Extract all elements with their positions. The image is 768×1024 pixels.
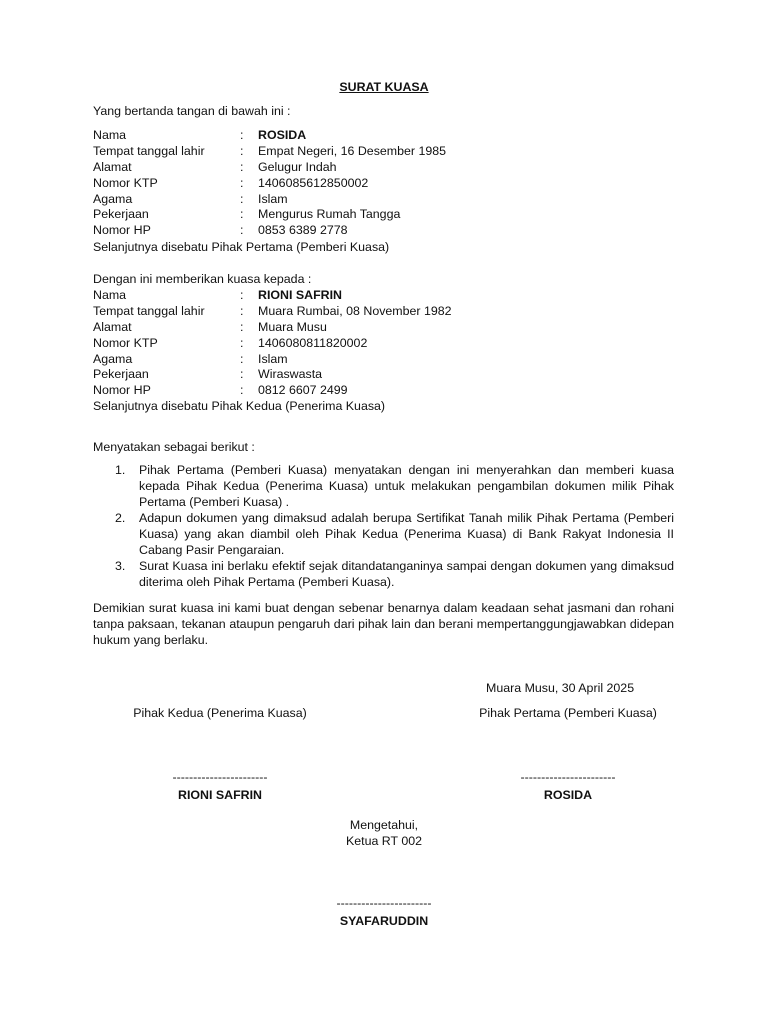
statement-intro: Menyatakan sebagai berikut : — [93, 440, 255, 454]
witness-signature-line: ----------------------- — [336, 896, 432, 910]
field-value: Gelugur Indah — [258, 159, 337, 174]
left-signatory-role: Pihak Kedua (Penerima Kuasa) — [133, 706, 307, 720]
field-value: Empat Negeri, 16 Desember 1985 — [258, 143, 447, 158]
second-party-row — [93, 304, 452, 320]
field-separator: : — [240, 351, 244, 366]
statement-item — [93, 462, 674, 510]
first-party-row — [93, 144, 446, 160]
place-date: Muara Musu, 30 April 2025 — [486, 681, 635, 695]
field-value: 0812 6607 2499 — [258, 383, 348, 398]
field-value: Mengurus Rumah Tangga — [258, 207, 401, 222]
field-label: Nomor KTP — [93, 335, 158, 350]
second-party-row — [93, 288, 452, 304]
statement-item — [93, 510, 674, 558]
statement-text: Surat Kuasa ini berlaku efektif sejak ditandatanganinya sampai dengan dokumen yang dimaksud diterima oleh Pihak Pertama (Pemberi Kuasa). — [139, 559, 674, 589]
witness-name: SYAFARUDDIN — [339, 914, 429, 928]
second-party-row — [93, 352, 452, 368]
field-value: Wiraswasta — [258, 367, 323, 382]
field-separator: : — [240, 303, 244, 318]
field-value: 0853 6389 2778 — [258, 223, 348, 238]
field-label: Tempat tanggal lahir — [93, 303, 205, 318]
intro-text: Yang bertanda tangan di bawah ini : — [93, 104, 291, 118]
field-label: Alamat — [93, 159, 132, 174]
second-party-note: Selanjutnya disebatu Pihak Kedua (Penerima Kuasa) — [93, 399, 386, 413]
field-label: Tempat tanggal lahir — [93, 143, 205, 158]
document-title: SURAT KUASA — [339, 80, 429, 94]
field-label: Pekerjaan — [93, 207, 149, 222]
field-value: Muara Rumbai, 08 November 1982 — [258, 303, 452, 318]
first-party-row — [93, 160, 446, 176]
statement-number: 3. — [115, 559, 126, 573]
first-party-row — [93, 192, 446, 208]
right-signature-line: ----------------------- — [520, 770, 616, 784]
field-separator: : — [240, 159, 244, 174]
second-party-row — [93, 320, 452, 336]
field-label: Nama — [93, 128, 127, 142]
field-separator: : — [240, 319, 244, 334]
statement-number: 1. — [115, 463, 126, 477]
witness-label: Mengetahui, — [349, 818, 419, 832]
statement-number: 2. — [115, 511, 126, 525]
grant-intro: Dengan ini memberikan kuasa kepada : — [93, 272, 312, 286]
field-value: 1406080811820002 — [258, 335, 368, 350]
left-signature-line: ----------------------- — [172, 770, 268, 784]
first-party-row — [93, 223, 446, 239]
second-party-row — [93, 367, 452, 383]
field-separator: : — [240, 288, 244, 302]
field-value: ROSIDA — [258, 128, 307, 142]
field-separator: : — [240, 143, 244, 158]
left-signatory-name: RIONI SAFRIN — [178, 788, 262, 802]
right-signatory-name: ROSIDA — [543, 788, 593, 802]
statement-item — [93, 558, 674, 590]
second-party-row — [93, 383, 452, 399]
field-value: RIONI SAFRIN — [258, 288, 342, 302]
first-party-note: Selanjutnya disebatu Pihak Pertama (Pemberi Kuasa) — [93, 240, 390, 254]
field-label: Nomor KTP — [93, 175, 158, 190]
field-separator: : — [240, 175, 244, 190]
statement-list — [93, 462, 674, 590]
field-value: Muara Musu — [258, 319, 327, 334]
first-party-details — [93, 128, 446, 239]
field-separator: : — [240, 128, 244, 142]
field-label: Nomor HP — [93, 383, 151, 398]
field-separator: : — [240, 223, 244, 238]
field-value: 1406085612850002 — [258, 175, 369, 190]
field-label: Nama — [93, 288, 127, 302]
statement-text: Adapun dokumen yang dimaksud adalah berupa Sertifikat Tanah milik Pihak Pertama (Pemberi Kuasa) yang akan diambil oleh Pihak Kedua (Penerima Kuasa) di Bank Rakyat Indonesia II Cabang Pasir Pengaraian. — [139, 511, 674, 557]
first-party-row — [93, 176, 446, 192]
field-separator: : — [240, 335, 244, 350]
statement-text: Pihak Pertama (Pemberi Kuasa) menyatakan dengan ini menyerahkan dan memberi kuasa kepada Pihak Kedua (Penerima Kuasa) untuk melakukan pengambilan dokumen milik Pihak Pertama (Pemberi Kuasa) . — [139, 463, 674, 509]
field-label: Pekerjaan — [93, 367, 149, 382]
field-value: Islam — [258, 191, 288, 206]
field-separator: : — [240, 383, 244, 398]
field-label: Alamat — [93, 319, 132, 334]
field-label: Agama — [93, 191, 133, 206]
field-label: Agama — [93, 351, 133, 366]
field-separator: : — [240, 207, 244, 222]
witness-title: Ketua RT 002 — [345, 834, 422, 848]
first-party-row — [93, 128, 446, 144]
closing-paragraph: Demikian surat kuasa ini kami buat dengan sebenar benarnya dalam keadaan sehat jasmani dan rohani tanpa paksaan, tekanan ataupun pengaruh dari pihak lain dan berani mempertanggungjawabkan didepan hukum yang berlaku. — [93, 601, 674, 647]
field-value: Islam — [258, 351, 288, 366]
field-separator: : — [240, 191, 244, 206]
field-label: Nomor HP — [93, 223, 151, 238]
second-party-row — [93, 336, 452, 352]
field-separator: : — [240, 367, 244, 382]
second-party-details — [93, 288, 452, 399]
first-party-row — [93, 207, 446, 223]
right-signatory-role: Pihak Pertama (Pemberi Kuasa) — [479, 706, 657, 720]
